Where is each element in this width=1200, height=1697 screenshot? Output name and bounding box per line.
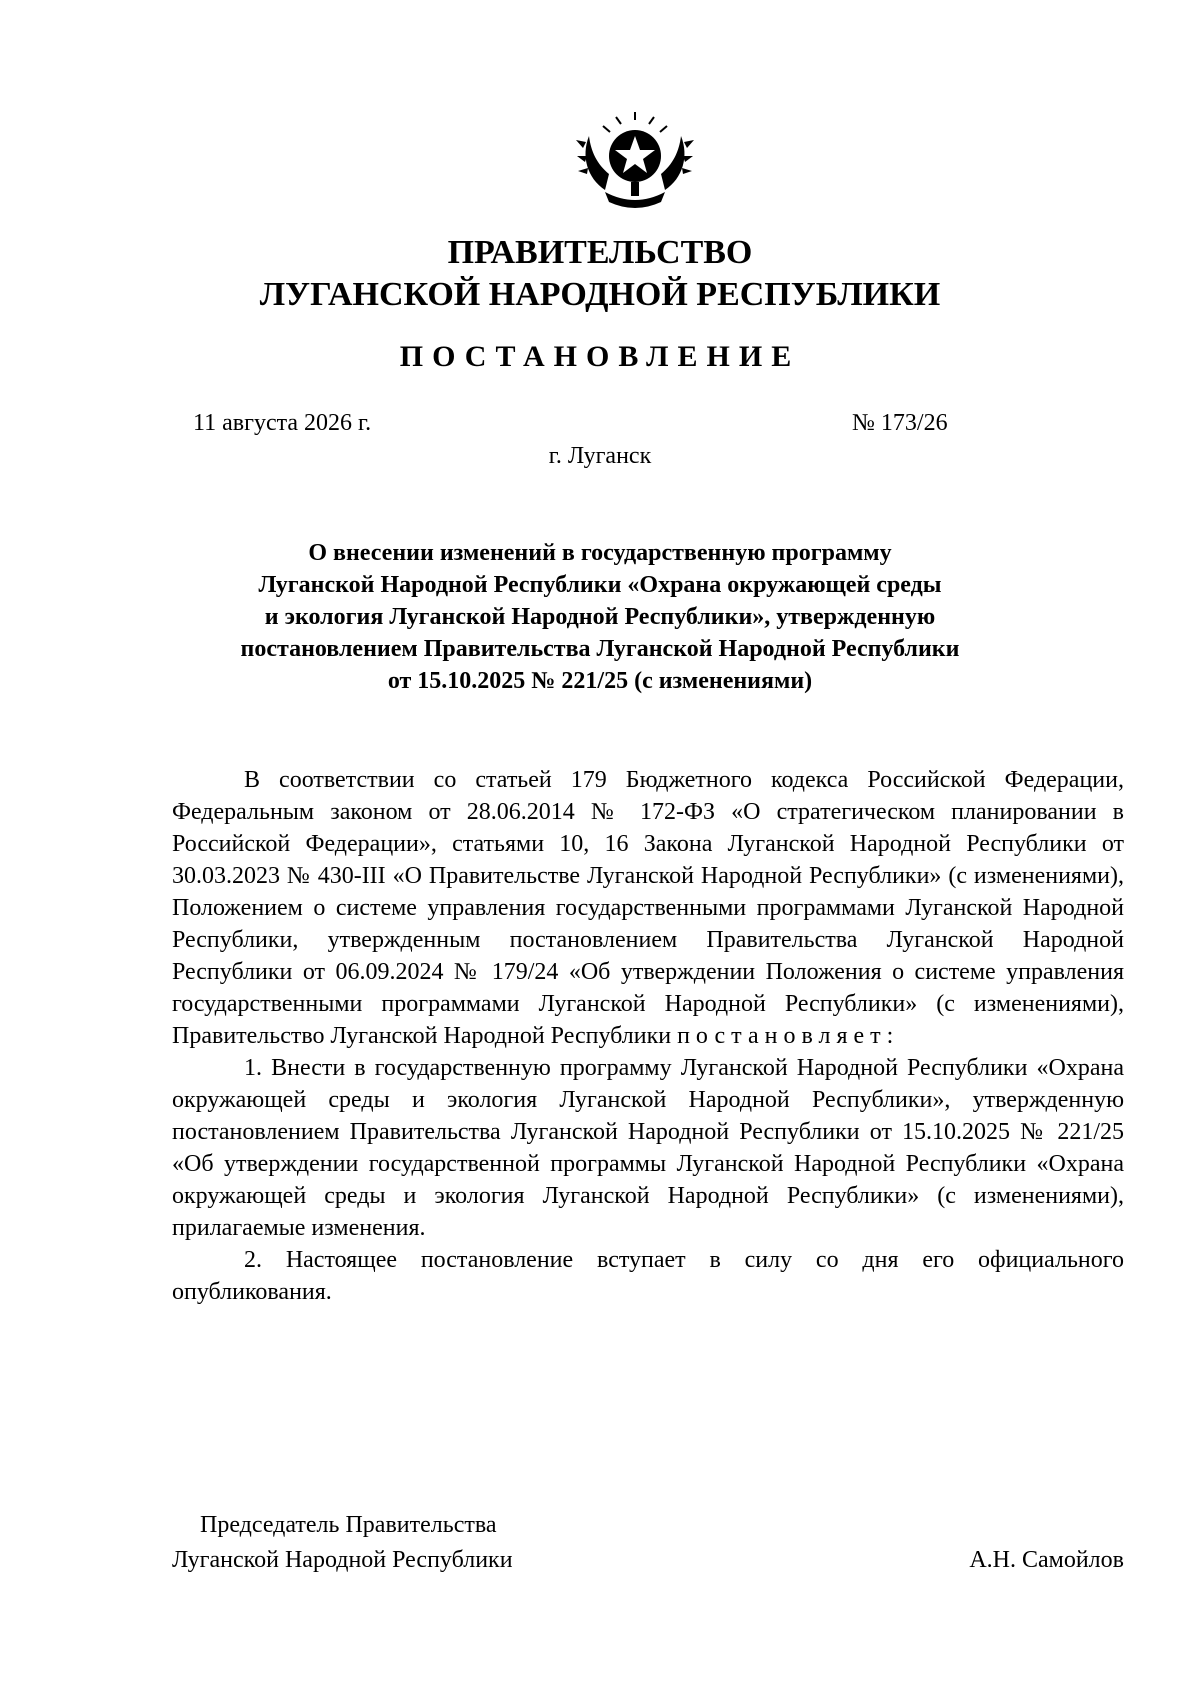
document-body [172,764,1124,1308]
item-2-paragraph: 2. Настоящее постановление вступает в силу со дня его официального опубликования. [172,1247,1124,1305]
document-subject [210,537,990,697]
preamble-paragraph [172,764,1124,1052]
lpr-coat-of-arms-icon [575,112,695,212]
decree-word: постановляет: [677,1023,900,1049]
signatory-name: А.Н. Самойлов [969,1547,1124,1573]
document-number: № 173/26 [852,410,948,436]
org-title-line2: ЛУГАНСКОЙ НАРОДНОЙ РЕСПУБЛИКИ [259,276,941,313]
document-type: ПОСТАНОВЛЕНИЕ [399,340,801,373]
item-1-paragraph: 1. Внести в государственную программу Луганской Народной Республики «Охрана окружающей среды и экология Луганской Народной Республики», утвержденную постановлением Правительства Луганской Народной Республики от 15.10.2025 № 221/25 «Об утверждении государственной программы Луганской Народной Республики «Охрана окружающей среды и экология Луганской Народной Республики» (с изменениями), прилагаемые изменения. [172,1055,1124,1241]
subject-line: постановлением Правительства Луганской Народной Республики [240,636,960,662]
subject-line: О внесении изменений в государственную программу [308,540,892,566]
signatory-position-line1: Председатель Правительства [200,1512,497,1538]
org-title-line1: ПРАВИТЕЛЬСТВО [447,234,753,271]
subject-line: и экология Луганской Народной Республики», утвержденную [264,604,936,630]
preamble-text: В соответствии со статьей 179 Бюджетного кодекса Российской Федерации, Федеральным законом от 28.06.2014 № 172-ФЗ «О стратегическом планировании в Российской Федерации», статьями 10, 16 Закона Луганской Народной Республики от 30.03.2023 № 430-III «О Правительстве Луганской Народной Республики» (с изменениями), Положением о системе управления государственными программами Луганской Народной Республики, утвержденным постановлением Правительства Луганской Народной Республики от 06.09.2024 № 179/24 «Об утверждении Положения о системе управления государственными программами Луганской Народной Республики» (с изменениями), Правительство Луганской Народной Республики [172,767,1124,1049]
subject-line: Луганской Народной Республики «Охрана окружающей среды [258,572,942,598]
subject-line: от 15.10.2025 № 221/25 (с изменениями) [387,668,813,694]
document-date: 11 августа 2026 г. [193,410,372,436]
document-city: г. Луганск [548,443,652,469]
coat-of-arms-emblem [575,112,695,212]
signatory-position-line2: Луганской Народной Республики [172,1547,513,1573]
